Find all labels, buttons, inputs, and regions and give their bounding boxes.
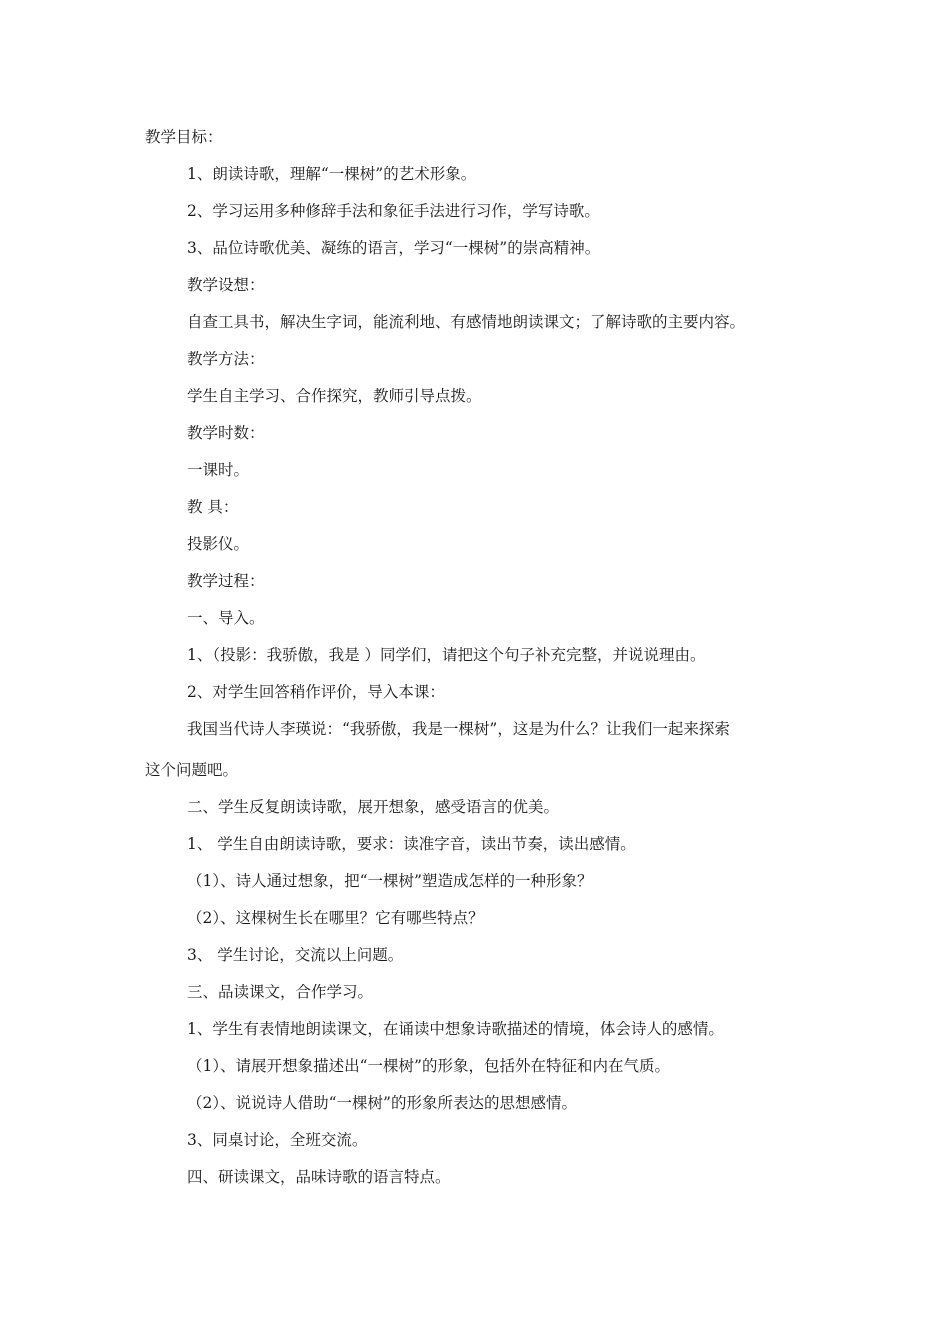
text-line: 3、 学生讨论，交流以上问题。 bbox=[187, 946, 404, 964]
text-line: 自查工具书，解决生字词，能流利地、有感情地朗读课文；了解诗歌的主要内容。 bbox=[187, 313, 746, 331]
text-line: （1）、诗人通过想象，把“一棵树”塑造成怎样的一种形象？ bbox=[187, 872, 593, 890]
text-line: 3、品位诗歌优美、凝练的语言，学习“一棵树”的崇高精神。 bbox=[187, 239, 601, 257]
text-line: 四、研读课文，品味诗歌的语言特点。 bbox=[187, 1168, 451, 1186]
text-line: （1）、请展开想象描述出“一棵树”的形象，包括外在特征和内在气质。 bbox=[187, 1057, 670, 1075]
text-line: （2）、这棵树生长在哪里？它有哪些特点？ bbox=[187, 909, 484, 927]
text-line: 我国当代诗人李瑛说：“我骄傲，我是一棵树”，这是为什么？让我们一起来探索 bbox=[187, 720, 730, 738]
text-line: 3、同桌讨论，全班交流。 bbox=[187, 1131, 368, 1149]
text-line: 学生自主学习、合作探究，教师引导点拨。 bbox=[187, 387, 482, 405]
text-line: 教学设想： bbox=[187, 276, 265, 294]
text-line: 1、学生有表情地朗读课文，在诵读中想象诗歌描述的情境，体会诗人的感情。 bbox=[187, 1020, 724, 1038]
text-line: 一课时。 bbox=[187, 461, 250, 479]
text-line: 教学方法： bbox=[187, 350, 265, 368]
text-line: 教 具： bbox=[187, 498, 239, 516]
text-line: 教学过程： bbox=[187, 572, 265, 590]
text-line: 1、 学生自由朗读诗歌，要求：读准字音，读出节奏，读出感情。 bbox=[187, 835, 636, 853]
text-line: 教学目标： bbox=[145, 128, 223, 146]
text-line: 教学时数： bbox=[187, 424, 265, 442]
text-line: 1、（投影：我骄傲，我是 ）同学们，请把这个句子补充完整，并说说理由。 bbox=[187, 646, 706, 664]
text-line: 2、学习运用多种修辞手法和象征手法进行习作，学写诗歌。 bbox=[187, 202, 600, 220]
text-line: 1、朗读诗歌，理解“一棵树”的艺术形象。 bbox=[187, 165, 477, 183]
text-line: 一、导入。 bbox=[187, 609, 265, 627]
text-line: （2）、说说诗人借助“一棵树”的形象所表达的思想感情。 bbox=[187, 1094, 577, 1112]
text-line: 2、对学生回答稍作评价，导入本课： bbox=[187, 683, 445, 701]
text-line: 投影仪。 bbox=[187, 535, 250, 553]
text-line: 二、学生反复朗读诗歌，展开想象，感受语言的优美。 bbox=[187, 798, 560, 816]
text-line: 三、品读课文，合作学习。 bbox=[187, 983, 374, 1001]
text-line: 这个问题吧。 bbox=[145, 761, 239, 779]
